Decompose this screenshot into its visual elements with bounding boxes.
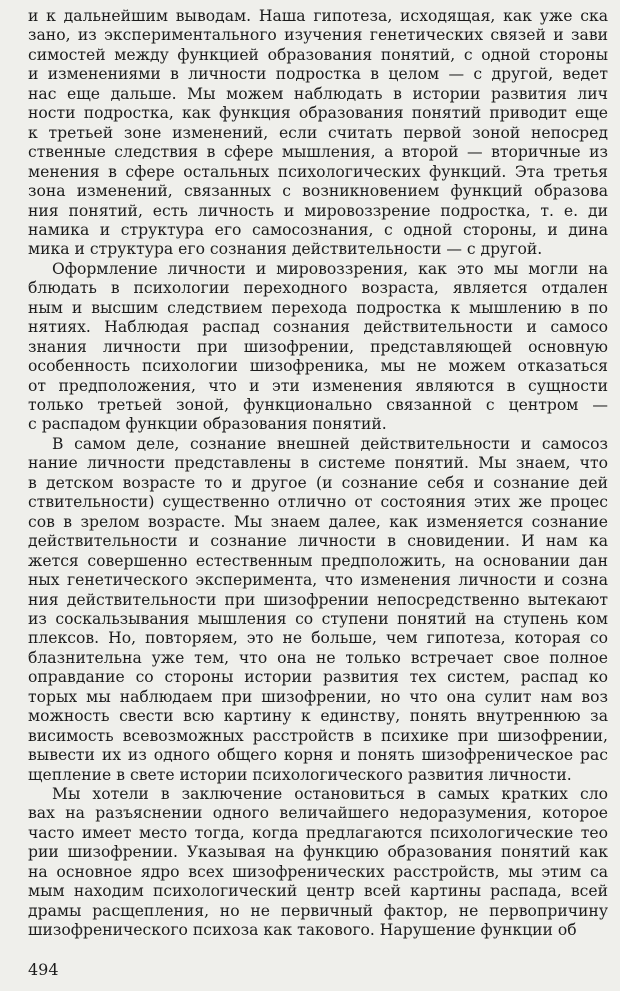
text-line-10: зона изменений, связанных с возникновением функций образова xyxy=(28,182,608,200)
text-line-38: висимость всевозможных расстройств в психике при шизофрении, xyxy=(28,726,608,745)
text-line-6: ности подростка, как функция образования понятий приводит еще xyxy=(28,104,608,123)
text-line-22: с распадом функции образования понятий. xyxy=(28,415,387,434)
text-line-48: шизофренического психоза как такового. Нарушение функции об xyxy=(28,921,577,940)
text-line-11: ния понятий, есть личность и мировоззрение подростка, т. е. ди xyxy=(28,201,608,220)
text-line-45: на основное ядро всех шизофренических расстройств, мы этим са xyxy=(28,862,608,881)
text-line-40: щепление в свете истории психологического развития личности. xyxy=(28,765,572,784)
text-line-12: намика и структура его самосознания, с одной стороны, и дина xyxy=(28,220,608,239)
text-line-25: в детском возрасте то и другое (и сознание себя и сознание дей xyxy=(28,473,608,492)
text-line-7: к третьей зоне изменений, если считать первой зоной непосред xyxy=(28,123,608,142)
text-line-1: и к дальнейшим выводам. Наша гипотеза, исходящая, как уже ска xyxy=(28,7,608,25)
text-line-24: нание личности представлены в системе понятий. Мы знаем, что xyxy=(28,454,608,473)
text-line-39: вывести их из одного общего корня и понять шизофреническое рас xyxy=(28,746,608,765)
text-line-15: блюдать в психологии переходного возраста, является отдален xyxy=(28,279,608,298)
text-line-44: рии шизофрении. Указывая на функцию образования понятий как xyxy=(28,843,608,862)
text-line-17: нятиях. Наблюдая распад сознания действительности и самосо xyxy=(28,318,608,337)
text-line-32: из соскальзывания мышления со ступени понятий на ступень ком xyxy=(28,609,608,628)
text-line-26: ствительности) существенно отлично от состояния этих же процес xyxy=(28,493,608,512)
text-line-16: ным и высшим следствием перехода подростка к мышлению в по xyxy=(28,298,608,317)
text-line-21: только третьей зоной, функционально связанной с центром — xyxy=(28,396,608,414)
text-line-30: ных генетического эксперимента, что изменения личности и созна xyxy=(28,571,608,589)
text-line-42: вах на разъяснении одного величайшего недоразумения, которое xyxy=(28,804,608,823)
text-line-14: Оформление личности и мировоззрения, как это мы могли на xyxy=(52,259,608,278)
text-line-27: сов в зрелом возрасте. Мы знаем далее, как изменяется сознание xyxy=(28,512,608,531)
text-line-5: нас еще дальше. Мы можем наблюдать в истории развития лич xyxy=(28,84,608,103)
text-line-18: знания личности при шизофрении, представляющей основную xyxy=(28,337,608,356)
text-line-47: драмы расщепления, но не первичный фактор, не первопричину xyxy=(28,901,608,920)
text-line-36: торых мы наблюдаем при шизофрении, но что она сулит нам воз xyxy=(28,687,608,706)
text-line-28: действительности и сознание личности в сновидении. И нам ка xyxy=(28,532,608,551)
text-line-35: оправдание со стороны истории развития тех систем, распад ко xyxy=(28,668,608,687)
text-line-3: симостей между функцией образования понятий, с одной стороны xyxy=(28,45,608,64)
text-line-20: от предположения, что и эти изменения являются в сущности xyxy=(28,376,608,395)
text-line-46: мым находим психологический центр всей картины распада, всей xyxy=(28,882,608,901)
text-line-31: ния действительности при шизофрении непосредственно вытекают xyxy=(28,590,608,609)
page-number: 494 xyxy=(28,960,59,979)
text-line-43: часто имеет место тогда, когда предлагаются психологические тео xyxy=(28,823,608,842)
text-line-2: зано, из экспериментального изучения генетических связей и зави xyxy=(28,26,608,45)
text-line-9: менения в сфере остальных психологических функций. Эта третья xyxy=(28,162,608,181)
text-line-13: мика и структура его сознания действительности — с другой. xyxy=(28,240,543,259)
text-line-37: можность свести всю картину к единству, понять внутреннюю за xyxy=(28,707,608,726)
text-line-41: Мы хотели в заключение остановиться в самых кратких сло xyxy=(52,785,608,803)
text-line-23: В самом деле, сознание внешней действительности и самосоз xyxy=(52,434,608,453)
text-line-8: ственные следствия в сфере мышления, а второй — вторичные из xyxy=(28,143,608,162)
text-line-29: жется совершенно естественным предположить, на основании дан xyxy=(28,551,608,570)
text-line-19: особенность психологии шизофреника, мы не можем отказаться xyxy=(28,357,608,376)
text-line-33: плексов. Но, повторяем, это не больше, чем гипотеза, которая со xyxy=(28,629,608,648)
text-line-4: и изменениями в личности подростка в целом — с другой, ведет xyxy=(28,65,608,84)
text-line-34: блазнительна уже тем, что она не только встречает свое полное xyxy=(28,648,608,667)
